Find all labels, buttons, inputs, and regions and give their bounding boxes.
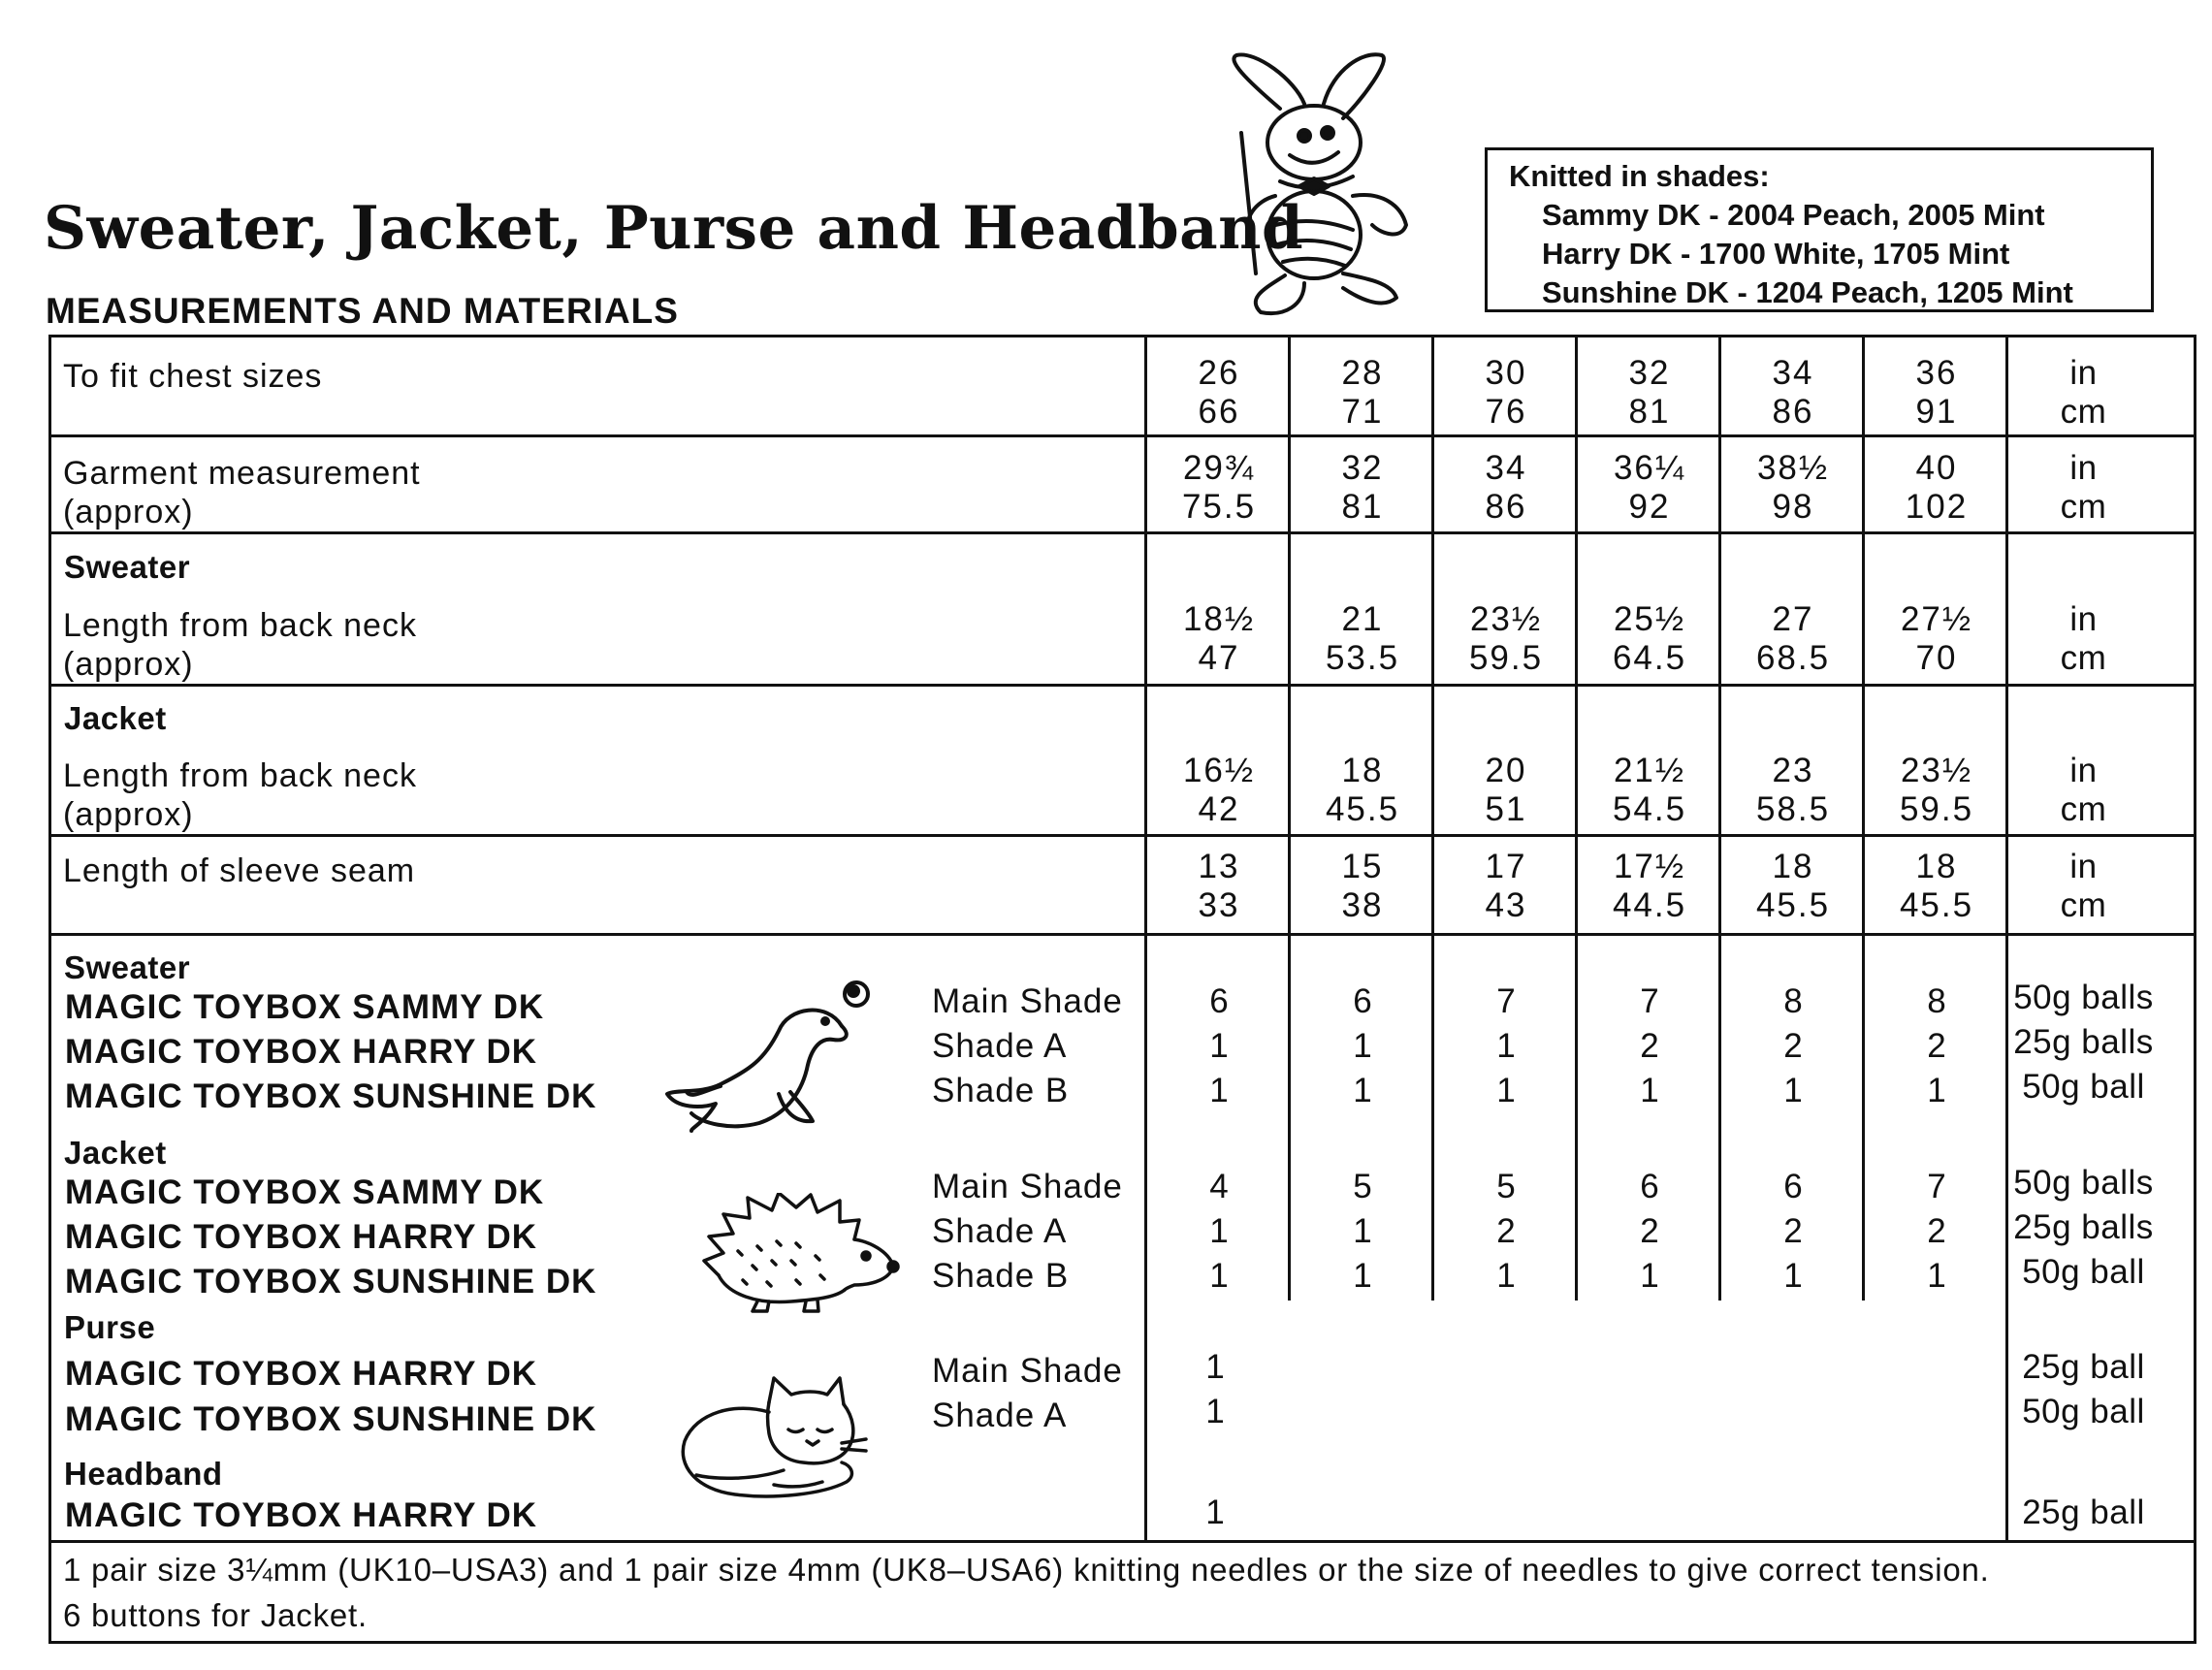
unit-in: in: [2069, 600, 2098, 638]
shade-label: Shade B: [932, 1072, 1070, 1109]
yarn-unit: 50g ball: [2022, 1253, 2145, 1291]
value-in: 34: [1772, 354, 1814, 392]
value-in: 36: [1915, 354, 1958, 392]
value-cm: 45.5: [1899, 886, 1974, 924]
yarn-name: MAGIC TOYBOX SUNSHINE DK: [65, 1077, 597, 1115]
yarn-qty: 1: [1927, 1257, 1946, 1295]
value-in: 17: [1485, 848, 1527, 885]
value-in: 26: [1198, 354, 1240, 392]
value-in: 40: [1915, 449, 1958, 487]
unit-cm: cm: [2060, 393, 2107, 431]
yarn-qty: 1: [1353, 1257, 1372, 1295]
value-cm: 38: [1341, 886, 1384, 924]
row-divider: [51, 933, 2194, 936]
value-cm: 76: [1485, 393, 1527, 431]
section-heading: Headband: [64, 1456, 223, 1492]
value-in: 27½: [1900, 600, 1973, 638]
section-heading: Sweater: [64, 549, 191, 585]
yarn-name: MAGIC TOYBOX HARRY DK: [65, 1218, 538, 1256]
shades-box: [1485, 147, 2154, 312]
yarn-qty: 1: [1927, 1072, 1946, 1109]
footer-line: 6 buttons for Jacket.: [63, 1597, 368, 1633]
shade-label: Main Shade: [932, 982, 1123, 1020]
row-divider: [51, 434, 2194, 437]
yarn-qty: 6: [1640, 1168, 1659, 1205]
value-in: 18: [1341, 752, 1384, 789]
value-cm: 66: [1198, 393, 1240, 431]
row-divider: [51, 834, 2194, 837]
value-in: 18: [1772, 848, 1814, 885]
value-cm: 81: [1628, 393, 1671, 431]
rabbit-knitting-icon: [1207, 50, 1430, 322]
yarn-qty: 2: [1640, 1212, 1659, 1250]
yarn-name: MAGIC TOYBOX HARRY DK: [65, 1033, 538, 1071]
yarn-qty: 6: [1209, 982, 1229, 1020]
yarn-qty: 1: [1205, 1393, 1225, 1430]
value-cm: 58.5: [1755, 790, 1831, 828]
value-in: 20: [1485, 752, 1527, 789]
yarn-qty: 2: [1496, 1212, 1516, 1250]
value-cm: 59.5: [1468, 639, 1544, 677]
yarn-qty: 1: [1496, 1257, 1516, 1295]
yarn-name: MAGIC TOYBOX HARRY DK: [65, 1496, 538, 1534]
section-heading: Jacket: [64, 700, 167, 736]
yarn-name: MAGIC TOYBOX SUNSHINE DK: [65, 1400, 597, 1438]
yarn-qty: 2: [1783, 1027, 1803, 1065]
row-label: (approx): [63, 796, 194, 833]
value-in: 27: [1772, 600, 1814, 638]
yarn-qty: 1: [1209, 1072, 1229, 1109]
value-in: 21: [1341, 600, 1384, 638]
value-in: 28: [1341, 354, 1384, 392]
value-cm: 51: [1485, 790, 1527, 828]
yarn-unit: 50g ball: [2022, 1068, 2145, 1106]
shade-label: Shade B: [932, 1257, 1070, 1295]
shade-label: Main Shade: [932, 1168, 1123, 1205]
value-in: 23½: [1469, 600, 1543, 638]
yarn-qty: 1: [1209, 1212, 1229, 1250]
value-in: 29¾: [1182, 449, 1256, 487]
row-divider: [51, 531, 2194, 534]
row-label: To fit chest sizes: [63, 358, 323, 395]
yarn-qty: 6: [1353, 982, 1372, 1020]
yarn-qty: 1: [1353, 1072, 1372, 1109]
value-in: 15: [1341, 848, 1384, 885]
value-cm: 91: [1915, 393, 1958, 431]
unit-in: in: [2069, 848, 2098, 885]
value-in: 23: [1772, 752, 1814, 789]
yarn-qty: 1: [1640, 1257, 1659, 1295]
row-divider: [51, 684, 2194, 687]
unit-cm: cm: [2060, 886, 2107, 924]
measurements-table: [48, 335, 2196, 1644]
yarn-qty: 2: [1927, 1212, 1946, 1250]
yarn-qty: 2: [1783, 1212, 1803, 1250]
shade-label: Main Shade: [932, 1352, 1123, 1390]
row-label: Garment measurement: [63, 455, 421, 492]
shade-label: Shade A: [932, 1027, 1068, 1065]
yarn-qty: 1: [1783, 1257, 1803, 1295]
shade-line: Sammy DK - 2004 Peach, 2005 Mint: [1542, 198, 2045, 232]
value-cm: 92: [1628, 488, 1671, 526]
value-cm: 53.5: [1325, 639, 1400, 677]
value-cm: 86: [1485, 488, 1527, 526]
yarn-qty: 2: [1640, 1027, 1659, 1065]
footer-line: 1 pair size 3¼mm (UK10–USA3) and 1 pair size 4mm (UK8–USA6) knitting needles or the size of needles to give correct tension.: [63, 1552, 1990, 1588]
unit-in: in: [2069, 354, 2098, 392]
value-in: 23½: [1900, 752, 1973, 789]
shade-line: Harry DK - 1700 White, 1705 Mint: [1542, 237, 2010, 271]
yarn-qty: 1: [1209, 1027, 1229, 1065]
yarn-name: MAGIC TOYBOX SAMMY DK: [65, 1173, 545, 1211]
unit-in: in: [2069, 752, 2098, 789]
value-cm: 86: [1772, 393, 1814, 431]
value-cm: 45.5: [1755, 886, 1831, 924]
yarn-qty: 7: [1496, 982, 1516, 1020]
yarn-name: MAGIC TOYBOX SUNSHINE DK: [65, 1263, 597, 1301]
value-in: 18½: [1182, 600, 1256, 638]
row-label: (approx): [63, 494, 194, 530]
shade-line: Sunshine DK - 1204 Peach, 1205 Mint: [1542, 275, 2073, 309]
value-cm: 81: [1341, 488, 1384, 526]
yarn-qty: 2: [1927, 1027, 1946, 1065]
yarn-unit: 25g balls: [2013, 1208, 2154, 1246]
value-cm: 75.5: [1181, 488, 1257, 526]
yarn-qty: 7: [1640, 982, 1659, 1020]
yarn-qty: 8: [1783, 982, 1803, 1020]
row-label: (approx): [63, 646, 194, 683]
yarn-unit: 50g ball: [2022, 1393, 2145, 1430]
yarn-qty: 1: [1640, 1072, 1659, 1109]
value-in: 32: [1628, 354, 1671, 392]
row-label: Length of sleeve seam: [63, 852, 416, 889]
value-in: 38½: [1756, 449, 1830, 487]
value-cm: 44.5: [1612, 886, 1687, 924]
value-in: 30: [1485, 354, 1527, 392]
value-cm: 64.5: [1612, 639, 1687, 677]
row-divider: [51, 1540, 2194, 1543]
section-heading: Sweater: [64, 949, 191, 985]
sleeping-cat-icon: [677, 1373, 871, 1504]
value-cm: 42: [1198, 790, 1240, 828]
shades-heading: Knitted in shades:: [1509, 159, 1770, 193]
shade-label: Shade A: [932, 1212, 1068, 1250]
value-cm: 43: [1485, 886, 1527, 924]
yarn-unit: 25g ball: [2022, 1348, 2145, 1386]
yarn-qty: 1: [1353, 1027, 1372, 1065]
section-subtitle: MEASUREMENTS AND MATERIALS: [46, 291, 679, 331]
yarn-unit: 50g balls: [2013, 1164, 2154, 1202]
unit-cm: cm: [2060, 639, 2107, 677]
yarn-name: MAGIC TOYBOX SAMMY DK: [65, 988, 545, 1026]
yarn-qty: 5: [1496, 1168, 1516, 1205]
footer-notes: [63, 1547, 1990, 1638]
value-cm: 54.5: [1612, 790, 1687, 828]
section-heading: Jacket: [64, 1135, 167, 1171]
value-cm: 102: [1905, 488, 1969, 526]
section-heading: Purse: [64, 1309, 156, 1345]
yarn-qty: 7: [1927, 1168, 1946, 1205]
yarn-qty: 1: [1353, 1212, 1372, 1250]
value-in: 21½: [1613, 752, 1686, 789]
yarn-unit: 25g balls: [2013, 1023, 2154, 1061]
value-in: 13: [1198, 848, 1240, 885]
yarn-qty: 6: [1783, 1168, 1803, 1205]
unit-cm: cm: [2060, 790, 2107, 828]
value-cm: 59.5: [1899, 790, 1974, 828]
shade-label: Shade A: [932, 1397, 1068, 1434]
value-cm: 47: [1198, 639, 1240, 677]
yarn-qty: 4: [1209, 1168, 1229, 1205]
value-cm: 33: [1198, 886, 1240, 924]
yarn-qty: 1: [1496, 1027, 1516, 1065]
value-in: 32: [1341, 449, 1384, 487]
yarn-qty: 1: [1205, 1493, 1225, 1531]
value-in: 18: [1915, 848, 1958, 885]
row-label: Length from back neck: [63, 607, 417, 644]
value-in: 16½: [1182, 752, 1256, 789]
value-in: 36¼: [1613, 449, 1686, 487]
yarn-unit: 50g balls: [2013, 979, 2154, 1016]
value-cm: 45.5: [1325, 790, 1400, 828]
value-in: 34: [1485, 449, 1527, 487]
seal-with-ball-icon: [662, 978, 924, 1133]
value-cm: 71: [1341, 393, 1384, 431]
yarn-qty: 1: [1205, 1348, 1225, 1386]
value-cm: 68.5: [1755, 639, 1831, 677]
yarn-name: MAGIC TOYBOX HARRY DK: [65, 1355, 538, 1393]
yarn-qty: 1: [1496, 1072, 1516, 1109]
page-title: Sweater, Jacket, Purse and Headband: [44, 194, 1304, 263]
yarn-qty: 5: [1353, 1168, 1372, 1205]
unit-cm: cm: [2060, 488, 2107, 526]
value-cm: 70: [1915, 639, 1958, 677]
yarn-qty: 1: [1209, 1257, 1229, 1295]
hedgehog-icon: [699, 1193, 913, 1314]
yarn-qty: 1: [1783, 1072, 1803, 1109]
unit-in: in: [2069, 449, 2098, 487]
value-cm: 98: [1772, 488, 1814, 526]
value-in: 17½: [1613, 848, 1686, 885]
yarn-unit: 25g ball: [2022, 1493, 2145, 1531]
value-in: 25½: [1613, 600, 1686, 638]
yarn-qty: 8: [1927, 982, 1946, 1020]
row-label: Length from back neck: [63, 757, 417, 794]
